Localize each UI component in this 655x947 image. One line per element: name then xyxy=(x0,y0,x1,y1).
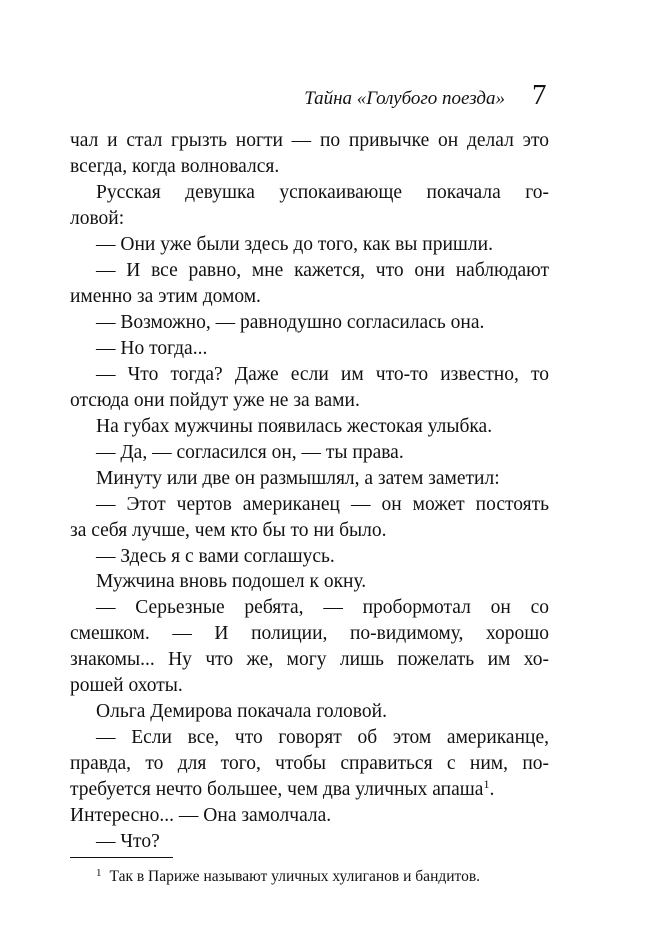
page-number: 7 xyxy=(532,79,547,111)
text-line: Мужчина вновь подошел к окну. xyxy=(96,571,367,593)
text-line-end: . xyxy=(489,779,495,801)
text-line: ловой: xyxy=(70,207,125,229)
text-line: — И все равно, мне кажется, что они наблюдают xyxy=(96,259,549,281)
body-text xyxy=(70,128,549,855)
text-line: Минуту или две он размышлял, а затем заметил: xyxy=(96,467,500,489)
text-line: Ольга Демирова покачала головой. xyxy=(96,701,387,723)
text-line: — Возможно, — равнодушно согласилась она. xyxy=(96,311,485,333)
text-line: — Но тогда... xyxy=(96,337,208,359)
text-line: знакомы... Ну что же, могу лишь пожелать им хо- xyxy=(70,649,549,671)
footnote-marker: 1 xyxy=(96,867,102,879)
text-line: — Да, — согласился он, — ты права. xyxy=(96,441,404,463)
text-line: Интересно... — Она замолчала. xyxy=(70,805,332,827)
text-line: — Этот чертов американец — он может постоять xyxy=(96,493,549,515)
text-line: чал и стал грызть ногти — по привычке он делал это xyxy=(70,130,549,151)
footnote-divider xyxy=(70,857,173,858)
text-line: Русская девушка успокаивающе покачала го- xyxy=(96,181,549,203)
text-line: — Что? xyxy=(96,831,160,853)
text-line: — Что тогда? Даже если им что-то известно, то xyxy=(96,363,549,385)
running-title: Тайна «Голубого поезда» xyxy=(304,88,505,109)
text-line: рошей охоты. xyxy=(70,675,183,697)
text-line: за себя лучше, чем кто бы то ни было. xyxy=(70,519,387,541)
text-line: — Серьезные ребята, — пробормотал он со xyxy=(96,597,549,619)
text-line: именно за этим домом. xyxy=(70,285,261,307)
running-head xyxy=(0,78,655,118)
footnote-reference: 1 xyxy=(483,777,490,792)
footnote xyxy=(96,863,480,887)
text-line: — Они уже были здесь до того, как вы пришли. xyxy=(96,233,493,255)
text-line: всегда, когда волновался. xyxy=(70,155,280,177)
text-line-content: требуется нечто большее, чем два уличных апаша xyxy=(70,779,484,801)
text-line: смешком. — И полиции, по-видимому, хорошо xyxy=(70,623,549,645)
text-line-with-footnote xyxy=(70,777,549,803)
text-line: правда, то для того, чтобы справиться с ним, по- xyxy=(70,753,549,775)
text-line: На губах мужчины появилась жестокая улыбка. xyxy=(96,415,493,437)
text-line: — Здесь я с вами соглашусь. xyxy=(96,545,335,567)
text-line: — Если все, что говорят об этом американце, xyxy=(96,727,549,749)
text-line: отсюда они пойдут уже не за вами. xyxy=(70,389,360,411)
footnote-text: Так в Париже называют уличных хулиганов и бандитов. xyxy=(109,868,481,885)
